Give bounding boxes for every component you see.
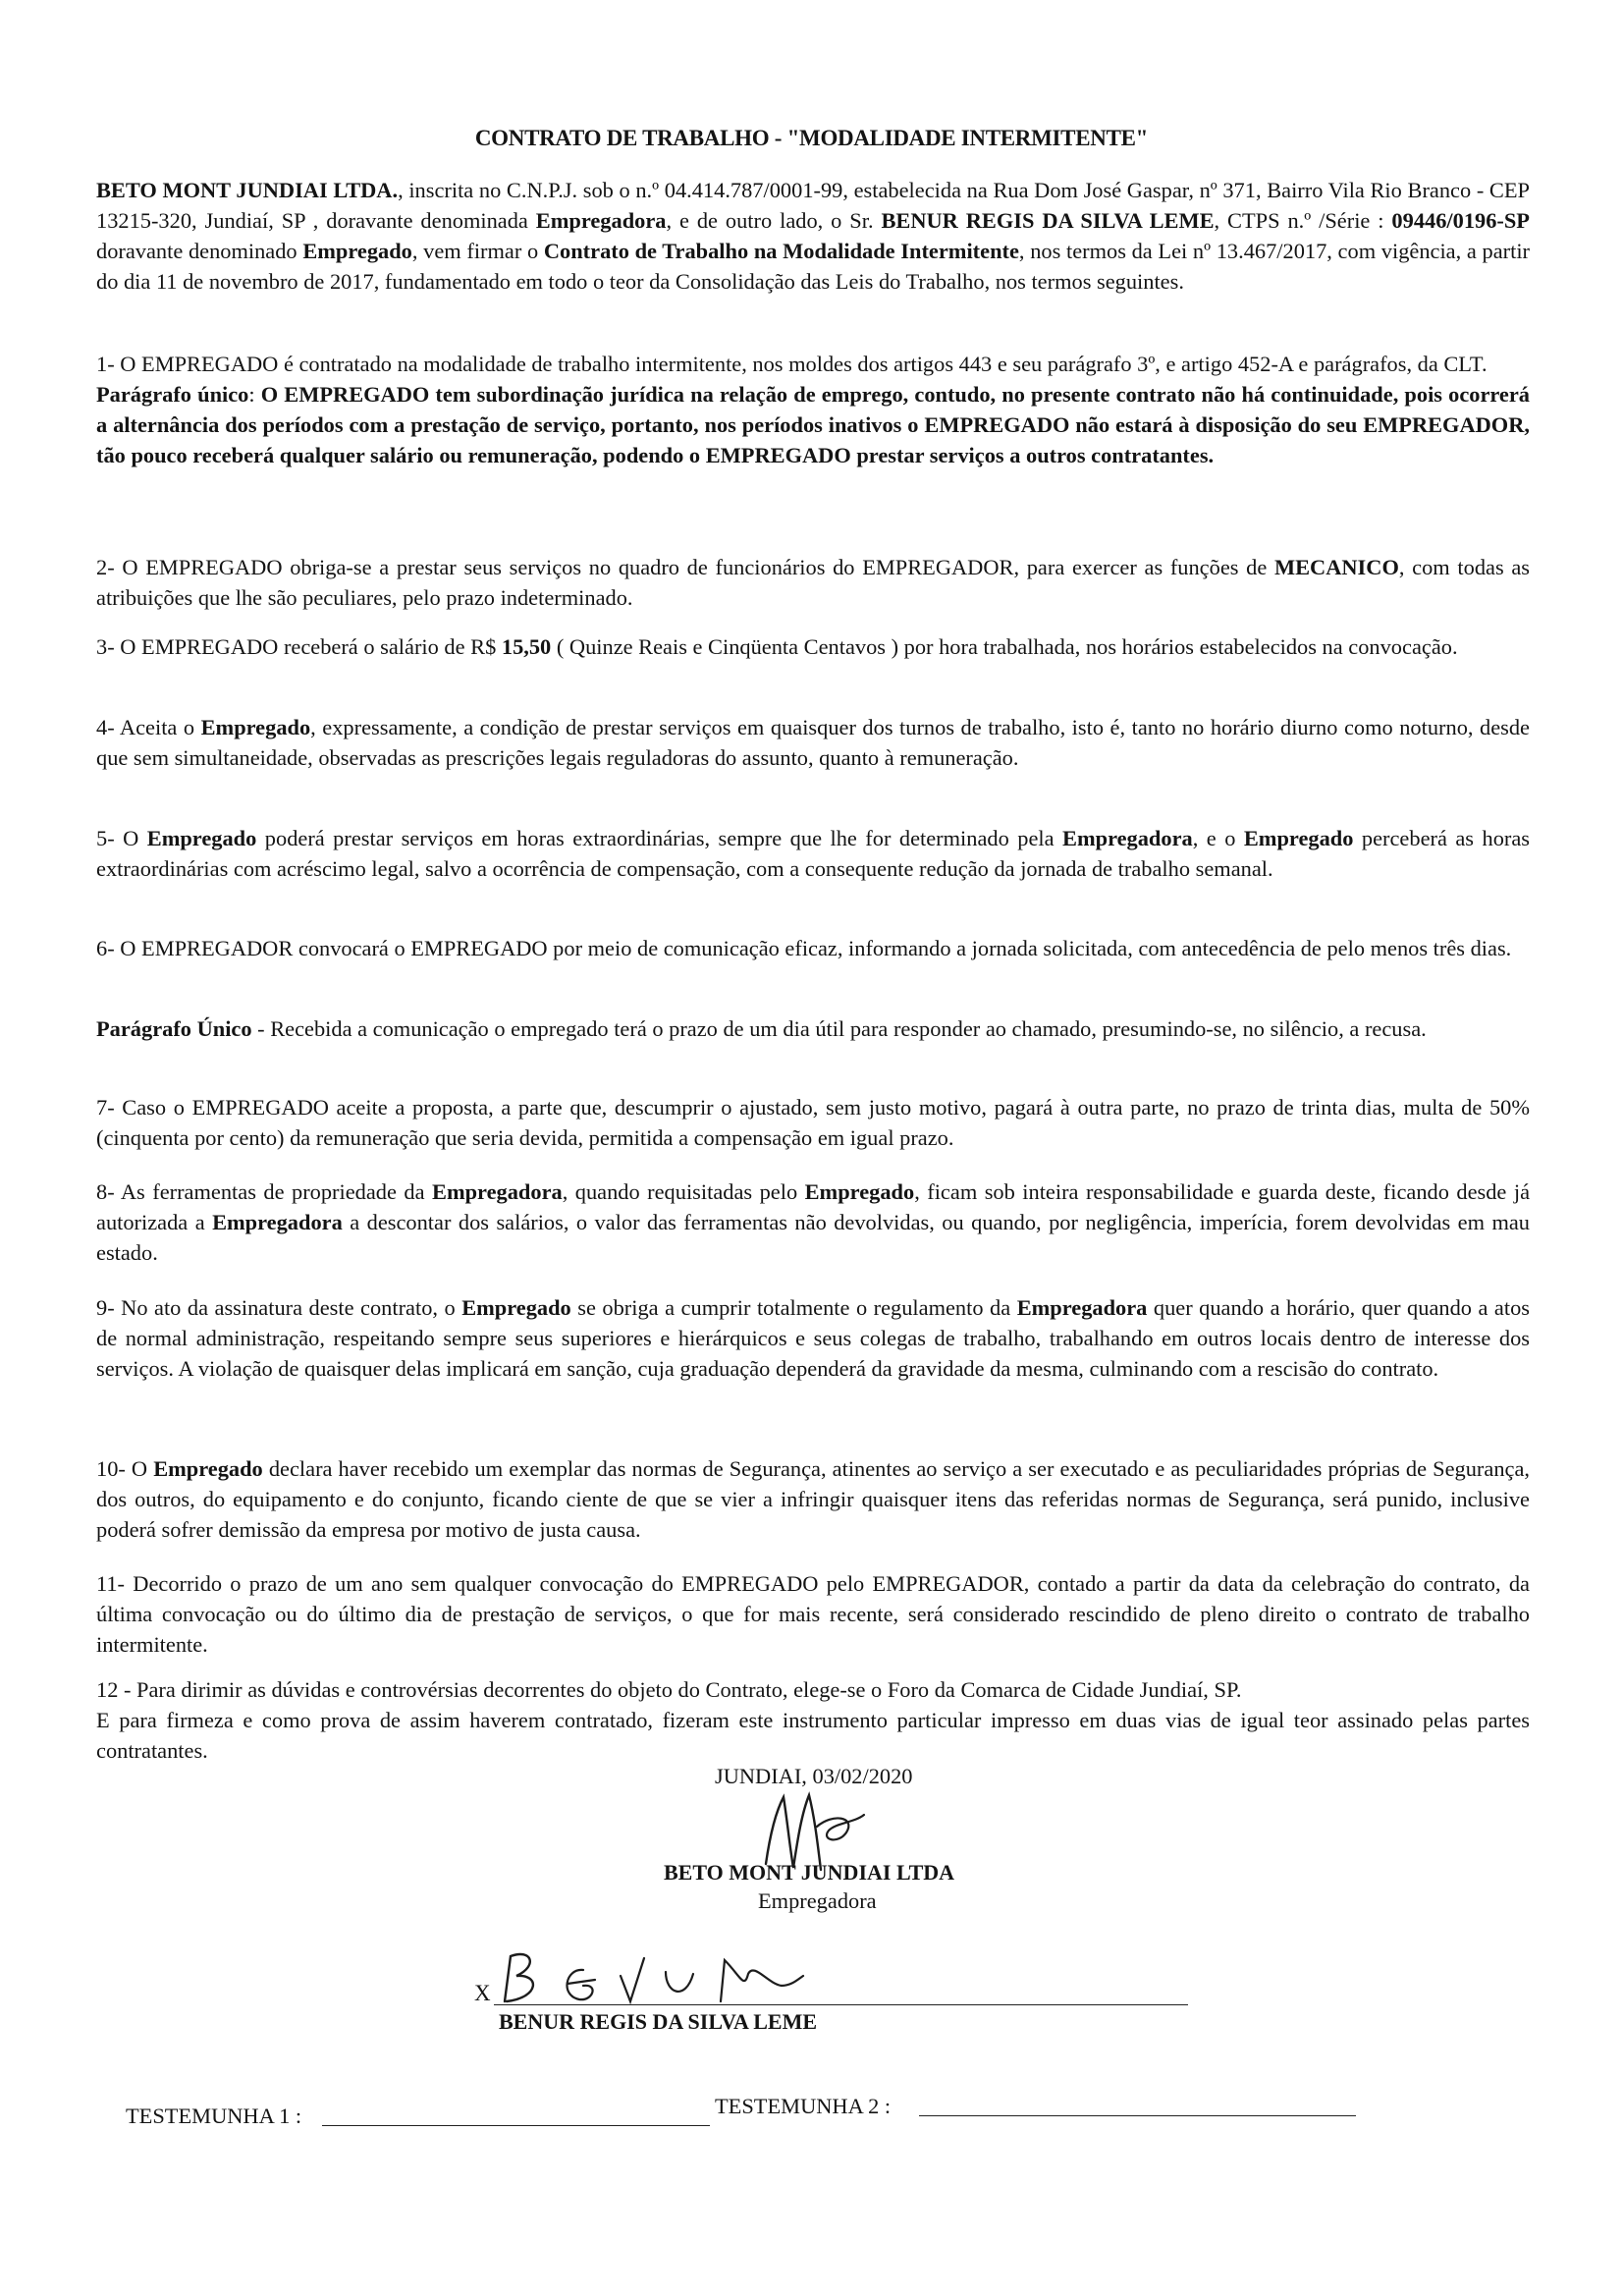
- employee-name: BENUR REGIS DA SILVA LEME: [499, 2009, 818, 2034]
- intro-text: , inscrita no C.N.P.J. sob o n.º 04.414.787/0001-99, estabelecida na Rua Dom José Gaspar, nº 371, Bairro Vila Rio Branco - CEP 13215-320, Jundiaí, SP , doravante denominada: [96, 178, 1530, 233]
- clause-9-text: quer quando a horário, quer quando a atos de normal administração, respeitando sempre seus superiores e hierárquicos e seus colegas de trabalho, trabalhando em outros locais dentro de interesse dos serviços. A violação de quaisquer delas implicará em sanção, cuja graduação dependerá da gravidade da mesma, culminando com a rescisão do contrato.: [96, 1295, 1530, 1381]
- clause-10-text: 10- O: [96, 1456, 154, 1481]
- clause-9: [96, 1292, 1530, 1384]
- clause-1-paragraph-text: O EMPREGADO tem subordinação jurídica na relação de emprego, contudo, no presente contrato não há continuidade, pois ocorrerá a alternância dos períodos com a prestação de serviço, portanto, nos períodos inativos o EMPREGADO não estará à disposição do seu EMPREGADOR, tão pouco receberá qualquer salário ou remuneração, podendo o EMPREGADO prestar serviços a outros contratantes.: [96, 382, 1530, 467]
- clause-1-text: 1- O EMPREGADO é contratado na modalidade de trabalho intermitente, nos moldes dos artigos 443 e seu parágrafo 3º, e artigo 452-A e parágrafos, da CLT.: [96, 352, 1488, 376]
- clause-10: [96, 1453, 1530, 1545]
- signature-date: JUNDIAI, 03/02/2020: [715, 1764, 913, 1788]
- clause-2: [96, 552, 1530, 613]
- clause-11: [96, 1568, 1530, 1660]
- witness-2-label: TESTEMUNHA 2 :: [715, 2094, 892, 2118]
- job-function: MECANICO: [1273, 555, 1399, 579]
- salary-value: 15,50: [501, 634, 552, 659]
- empregado-label: Empregado: [302, 239, 412, 263]
- witness-1-label: TESTEMUNHA 1 :: [126, 2104, 302, 2128]
- empregadora-label: Empregadora: [535, 208, 667, 233]
- clause-7-text: 7- Caso o EMPREGADO aceite a proposta, a parte que, descumprir o ajustado, sem justo motivo, pagará à outra parte, no prazo de trinta dias, multa de 50% (cinquenta por cento) da remuneração que seria devida, permitida a compensação em igual prazo.: [96, 1095, 1530, 1150]
- closing-text: E para firmeza e como prova de assim haverem contratado, fizeram este instrumento particular impresso em duas vias de igual teor assinado pelas partes contratantes.: [96, 1708, 1530, 1763]
- clause-1: [96, 349, 1530, 470]
- empregado-name: BENUR REGIS DA SILVA LEME: [881, 208, 1215, 233]
- ctps-number: 09446/0196-SP: [1391, 208, 1530, 233]
- empregadora-label: Empregadora: [1016, 1295, 1148, 1320]
- clause-12: [96, 1674, 1530, 1766]
- contract-type-label: Contrato de Trabalho na Modalidade Intermitente: [543, 239, 1019, 263]
- clause-5-text: , e o: [1192, 826, 1244, 850]
- clause-6-paragraph-text: - Recebida a comunicação o empregado terá o prazo de um dia útil para responder ao chamado, presumindo-se, no silêncio, a recusa.: [251, 1016, 1427, 1041]
- paragraph-label: Parágrafo único: [96, 382, 249, 407]
- employee-signature-line: [494, 2004, 1188, 2005]
- empregado-label: Empregado: [146, 826, 257, 850]
- clause-4-text: , expressamente, a condição de prestar serviços em quaisquer dos turnos de trabalho, isto é, tanto no horário diurno como noturno, desde que sem simultaneidade, observadas as prescrições legais reguladoras do assunto, quanto à remuneração.: [96, 715, 1530, 770]
- company-name: BETO MONT JUNDIAI LTDA: [664, 1860, 955, 1885]
- empregado-label: Empregado: [200, 715, 311, 739]
- clause-4-text: 4- Aceita o: [96, 715, 201, 739]
- clause-5-text: poderá prestar serviços em horas extraordinárias, sempre que lhe for determinado pela: [256, 826, 1063, 850]
- company-role: Empregadora: [758, 1888, 877, 1913]
- clause-9-text: se obriga a cumprir totalmente o regulamento da: [570, 1295, 1017, 1320]
- clause-6-paragraph: [96, 1013, 1530, 1044]
- clause-2-text: 2- O EMPREGADO obriga-se a prestar seus serviços no quadro de funcionários do EMPREGADOR, para exercer as funções de: [96, 555, 1274, 579]
- intro-text: , vem firmar o: [411, 239, 544, 263]
- intro-text: doravante denominado: [96, 239, 303, 263]
- clause-3-text: ( Quinze Reais e Cinqüenta Centavos ) por hora trabalhada, nos horários estabelecidos na convocação.: [551, 634, 1458, 659]
- empregadora-label: Empregadora: [212, 1210, 343, 1234]
- clause-6: [96, 933, 1530, 963]
- empregadora-name: BETO MONT JUNDIAI LTDA.: [96, 178, 399, 202]
- clause-8-text: a descontar dos salários, o valor das ferramentas não devolvidas, ou quando, por negligência, imperícia, forem devolvidas em mau estado.: [96, 1210, 1530, 1265]
- clause-8-text: , quando requisitadas pelo: [562, 1179, 805, 1204]
- clause-8-text: , ficam sob inteira responsabilidade e guarda deste, ficando desde já autorizada a: [96, 1179, 1531, 1234]
- empregado-label: Empregado: [1243, 826, 1354, 850]
- clause-3: [96, 631, 1530, 662]
- witness-1-line: [322, 2125, 710, 2126]
- intro-text: , e de outro lado, o Sr.: [666, 208, 882, 233]
- signature-x-mark: X: [474, 1981, 491, 2005]
- intro-paragraph: [96, 175, 1530, 297]
- clause-3-text: 3- O EMPREGADO receberá o salário de R$: [96, 634, 502, 659]
- separator: :: [248, 382, 261, 407]
- empregado-label: Empregado: [804, 1179, 915, 1204]
- paragraph-label: Parágrafo Único: [96, 1016, 252, 1041]
- clause-8: [96, 1176, 1530, 1268]
- clause-5-text: 5- O: [96, 826, 147, 850]
- document-title: CONTRATO DE TRABALHO - "MODALIDADE INTERMITENTE": [474, 126, 1149, 150]
- employee-signature: [497, 1944, 811, 2013]
- clause-5-text: perceberá as horas extraordinárias com acréscimo legal, salvo a ocorrência de compensação, com a consequente redução da jornada de trabalho semanal.: [96, 826, 1530, 881]
- clause-6-text: 6- O EMPREGADOR convocará o EMPREGADO por meio de comunicação eficaz, informando a jornada solicitada, com antecedência de pelo menos três dias.: [96, 936, 1512, 960]
- clause-2-text: , com todas as atribuições que lhe são peculiares, pelo prazo indeterminado.: [96, 555, 1530, 610]
- empregadora-label: Empregadora: [1062, 826, 1193, 850]
- clause-4: [96, 712, 1530, 773]
- clause-12-text: 12 - Para dirimir as dúvidas e controvérsias decorrentes do objeto do Contrato, elege-se o Foro da Comarca de Cidade Jundiaí, SP.: [96, 1677, 1242, 1702]
- intro-text: , nos termos da Lei nº 13.467/2017, com vigência, a partir do dia 11 de novembro de 2017, fundamentado em todo o teor da Consolidação das Leis do Trabalho, nos termos seguintes.: [96, 239, 1530, 294]
- empregado-label: Empregado: [153, 1456, 263, 1481]
- clause-10-text: declara haver recebido um exemplar das normas de Segurança, atinentes ao serviço a ser executado e as peculiaridades próprias de Segurança, dos outros, do equipamento e do conjunto, ficando ciente de que se vier a infringir quaisquer itens das referidas normas de Segurança, será punido, inclusive poderá sofrer demissão da empresa por motivo de justa causa.: [96, 1456, 1530, 1542]
- intro-text: , CTPS n.º /Série :: [1214, 208, 1392, 233]
- clause-7: [96, 1092, 1530, 1153]
- clause-5: [96, 823, 1530, 884]
- clause-8-text: 8- As ferramentas de propriedade da: [96, 1179, 433, 1204]
- witness-2-line: [919, 2115, 1356, 2116]
- clause-11-text: 11- Decorrido o prazo de um ano sem qualquer convocação do EMPREGADO pelo EMPREGADOR, contado a partir da data da celebração do contrato, da última convocação ou do último dia de prestação de serviços, o que for mais recente, será considerado rescindido de pleno direito o contrato de trabalho intermitente.: [96, 1571, 1530, 1657]
- empregadora-label: Empregadora: [432, 1179, 563, 1204]
- empregado-label: Empregado: [461, 1295, 571, 1320]
- clause-9-text: 9- No ato da assinatura deste contrato, o: [96, 1295, 462, 1320]
